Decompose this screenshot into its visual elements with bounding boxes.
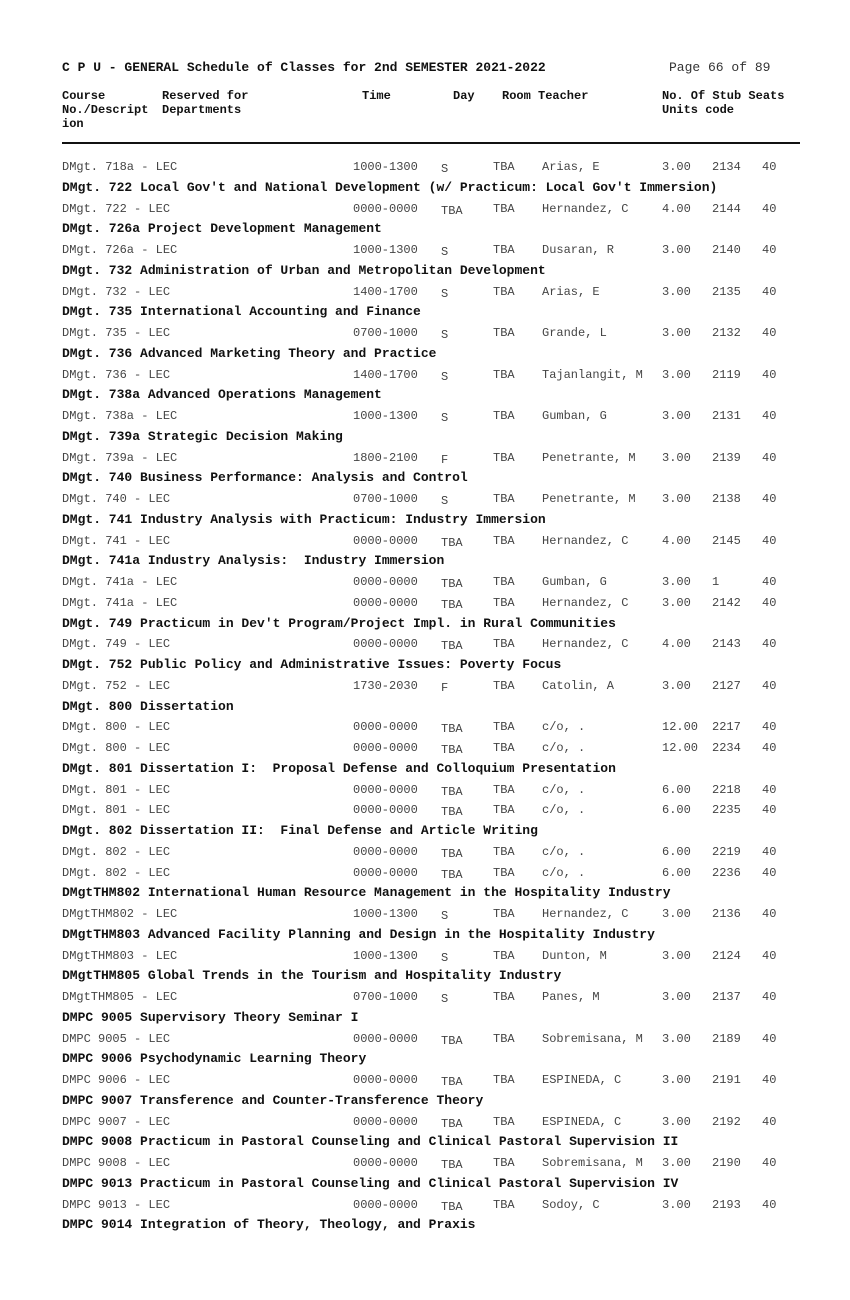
section-seats: 40 (762, 243, 777, 257)
section-stub-code: 2142 (712, 595, 741, 610)
section-day: S (441, 328, 449, 342)
section-units: 12.00 (662, 720, 699, 735)
section-room: TBA (493, 844, 515, 859)
section-id: DMgt. 800 - LEC (62, 720, 171, 735)
course-title: DMgt. 722 Local Gov't and National Development (w/ Practicum: Local Gov't Immersion) (62, 179, 718, 195)
section-seats: 40 (762, 907, 777, 921)
column-header-reserved: Reserved for Departments (162, 89, 249, 117)
section-stub-code: 2140 (712, 243, 741, 257)
column-header-units-stub-seats: No. Of Stub Seats Units code (662, 89, 785, 117)
section-teacher: Dusaran, R (542, 243, 615, 257)
header-divider (62, 142, 800, 144)
section-time: 1400-1700 (353, 367, 418, 382)
section-id: DMgtTHM803 - LEC (62, 948, 178, 963)
section-id: DMgt. 732 - LEC (62, 284, 171, 299)
section-teacher: Dunton, M (542, 948, 607, 963)
section-teacher: c/o, . (542, 844, 586, 859)
section-seats: 40 (762, 1073, 777, 1087)
section-stub-code: 2144 (712, 201, 741, 216)
section-stub-code: 2193 (712, 1197, 741, 1212)
course-title: DMgt. 801 Dissertation I: Proposal Defense and Colloquium Presentation (62, 760, 616, 776)
section-units: 6.00 (662, 865, 691, 880)
section-seats: 40 (762, 1114, 777, 1129)
section-units: 3.00 (662, 575, 691, 589)
section-id: DMPC 9006 - LEC (62, 1073, 171, 1087)
section-stub-code: 2143 (712, 637, 741, 652)
section-seats: 40 (762, 1197, 777, 1212)
section-stub-code: 2191 (712, 1073, 741, 1087)
section-day: S (441, 245, 449, 259)
section-time: 1000-1300 (353, 160, 418, 174)
section-room: TBA (493, 1031, 515, 1046)
section-day: S (441, 909, 449, 923)
section-units: 3.00 (662, 1031, 691, 1046)
section-units: 3.00 (662, 492, 691, 506)
section-units: 3.00 (662, 1114, 691, 1129)
section-stub-code: 2134 (712, 160, 741, 174)
section-stub-code: 2234 (712, 741, 741, 755)
course-title: DMgt. 732 Administration of Urban and Metropolitan Development (62, 262, 546, 278)
section-id: DMgt. 741 - LEC (62, 533, 171, 548)
section-units: 6.00 (662, 844, 691, 859)
section-seats: 40 (762, 367, 777, 382)
section-room: TBA (493, 741, 515, 755)
section-time: 0000-0000 (353, 1156, 418, 1170)
course-title: DMgt. 741 Industry Analysis with Practicum: Industry Immersion (62, 511, 546, 527)
section-teacher: Catolin, A (542, 678, 615, 693)
section-time: 1000-1300 (353, 907, 418, 921)
section-day: TBA (441, 1158, 463, 1172)
section-teacher: Gumban, G (542, 575, 607, 589)
section-units: 12.00 (662, 741, 699, 755)
section-teacher: Arias, E (542, 284, 600, 299)
section-teacher: c/o, . (542, 782, 586, 797)
course-title: DMgt. 802 Dissertation II: Final Defense and Article Writing (62, 823, 538, 838)
section-time: 0000-0000 (353, 844, 418, 859)
section-units: 6.00 (662, 803, 691, 818)
section-seats: 40 (762, 865, 777, 880)
section-room: TBA (493, 533, 515, 548)
section-teacher: Hernandez, C (542, 533, 629, 548)
section-stub-code: 2139 (712, 450, 741, 465)
section-teacher: c/o, . (542, 803, 586, 818)
section-room: TBA (493, 492, 515, 506)
course-title: DMgt. 738a Advanced Operations Management (62, 387, 382, 403)
section-id: DMgt. 740 - LEC (62, 492, 171, 506)
section-seats: 40 (762, 948, 777, 963)
course-title: DMgt. 741a Industry Analysis: Industry Immersion (62, 553, 445, 569)
section-time: 0000-0000 (353, 637, 418, 652)
section-day: TBA (441, 639, 463, 654)
section-units: 4.00 (662, 201, 691, 216)
section-day: TBA (441, 722, 463, 737)
section-time: 0000-0000 (353, 865, 418, 880)
section-room: TBA (493, 782, 515, 797)
section-units: 3.00 (662, 948, 691, 963)
section-id: DMgt. 741a - LEC (62, 595, 178, 610)
section-units: 6.00 (662, 782, 691, 797)
section-stub-code: 2137 (712, 990, 741, 1004)
section-room: TBA (493, 284, 515, 299)
course-title: DMPC 9013 Practicum in Pastoral Counseling and Clinical Pastoral Supervision IV (62, 1175, 679, 1191)
section-time: 1000-1300 (353, 409, 418, 423)
section-units: 3.00 (662, 1073, 691, 1087)
section-day: TBA (441, 1199, 463, 1214)
section-day: TBA (441, 203, 463, 218)
section-teacher: Hernandez, C (542, 637, 629, 652)
section-units: 3.00 (662, 595, 691, 610)
section-time: 1400-1700 (353, 284, 418, 299)
section-day: TBA (441, 597, 463, 612)
section-seats: 40 (762, 160, 777, 174)
section-id: DMgt. 801 - LEC (62, 803, 171, 818)
section-room: TBA (493, 595, 515, 610)
section-stub-code: 2219 (712, 844, 741, 859)
section-stub-code: 2132 (712, 326, 741, 340)
section-room: TBA (493, 907, 515, 921)
section-time: 0700-1000 (353, 990, 418, 1004)
course-title: DMgt. 735 International Accounting and Finance (62, 304, 421, 320)
section-teacher: c/o, . (542, 720, 586, 735)
section-id: DMPC 9008 - LEC (62, 1156, 171, 1170)
column-header-day: Day (453, 89, 475, 103)
section-teacher: Sobremisana, M (542, 1031, 643, 1046)
section-room: TBA (493, 1073, 515, 1087)
section-id: DMgt. 800 - LEC (62, 741, 171, 755)
course-title: DMgt. 749 Practicum in Dev't Program/Project Impl. in Rural Communities (62, 615, 616, 631)
section-day: TBA (441, 784, 463, 799)
course-title: DMgt. 800 Dissertation (62, 698, 234, 714)
section-seats: 40 (762, 1031, 777, 1046)
section-room: TBA (493, 637, 515, 652)
course-title: DMPC 9006 Psychodynamic Learning Theory (62, 1051, 367, 1067)
column-header-time: Time (362, 89, 391, 103)
section-id: DMgt. 801 - LEC (62, 782, 171, 797)
section-id: DMgt. 738a - LEC (62, 409, 178, 423)
section-teacher: Penetrante, M (542, 450, 636, 465)
section-seats: 40 (762, 720, 777, 735)
section-day: S (441, 411, 449, 425)
section-units: 3.00 (662, 409, 691, 423)
section-units: 3.00 (662, 367, 691, 382)
section-stub-code: 2131 (712, 409, 741, 423)
section-id: DMgt. 726a - LEC (62, 243, 178, 257)
section-day: TBA (441, 1075, 463, 1089)
section-time: 0000-0000 (353, 533, 418, 548)
page-number: Page 66 of 89 (669, 60, 771, 75)
section-stub-code: 2135 (712, 284, 741, 299)
section-teacher: Hernandez, C (542, 907, 629, 921)
section-day: TBA (441, 805, 463, 820)
section-room: TBA (493, 1156, 515, 1170)
section-time: 0000-0000 (353, 1197, 418, 1212)
section-time: 0700-1000 (353, 492, 418, 506)
section-units: 4.00 (662, 533, 691, 548)
section-room: TBA (493, 1197, 515, 1212)
section-stub-code: 1 (712, 575, 720, 589)
section-time: 0000-0000 (353, 1031, 418, 1046)
section-teacher: Grande, L (542, 326, 607, 340)
section-id: DMPC 9007 - LEC (62, 1114, 171, 1129)
section-id: DMgt. 752 - LEC (62, 678, 171, 693)
section-seats: 40 (762, 782, 777, 797)
section-teacher: Hernandez, C (542, 201, 629, 216)
section-room: TBA (493, 243, 515, 257)
course-title: DMgtTHM805 Global Trends in the Tourism and Hospitality Industry (62, 968, 562, 984)
course-title: DMPC 9008 Practicum in Pastoral Counseling and Clinical Pastoral Supervision II (62, 1134, 679, 1150)
section-id: DMgtTHM805 - LEC (62, 990, 178, 1004)
section-time: 0000-0000 (353, 201, 418, 216)
section-teacher: Sobremisana, M (542, 1156, 643, 1170)
section-id: DMgt. 802 - LEC (62, 844, 171, 859)
section-id: DMgt. 736 - LEC (62, 367, 171, 382)
section-day: TBA (441, 535, 463, 550)
section-id: DMPC 9013 - LEC (62, 1197, 171, 1212)
section-day: S (441, 162, 449, 176)
section-units: 3.00 (662, 1197, 691, 1212)
course-title: DMPC 9005 Supervisory Theory Seminar I (62, 1009, 359, 1025)
section-day: TBA (441, 743, 463, 757)
section-units: 4.00 (662, 637, 691, 652)
section-units: 3.00 (662, 326, 691, 340)
section-day: TBA (441, 577, 463, 591)
section-seats: 40 (762, 844, 777, 859)
section-seats: 40 (762, 595, 777, 610)
section-room: TBA (493, 948, 515, 963)
section-room: TBA (493, 990, 515, 1004)
section-room: TBA (493, 678, 515, 693)
section-day: TBA (441, 867, 463, 882)
section-id: DMgt. 749 - LEC (62, 637, 171, 652)
section-stub-code: 2236 (712, 865, 741, 880)
section-teacher: Arias, E (542, 160, 600, 174)
section-room: TBA (493, 720, 515, 735)
section-time: 1000-1300 (353, 948, 418, 963)
section-seats: 40 (762, 492, 777, 506)
section-teacher: Gumban, G (542, 409, 607, 423)
section-id: DMgt. 739a - LEC (62, 450, 178, 465)
section-id: DMgt. 741a - LEC (62, 575, 178, 589)
section-seats: 40 (762, 450, 777, 465)
section-stub-code: 2119 (712, 367, 741, 382)
section-room: TBA (493, 367, 515, 382)
section-day: S (441, 286, 449, 301)
section-teacher: Hernandez, C (542, 595, 629, 610)
section-stub-code: 2138 (712, 492, 741, 506)
section-id: DMgtTHM802 - LEC (62, 907, 178, 921)
section-day: S (441, 992, 449, 1006)
course-title: DMPC 9007 Transference and Counter-Transference Theory (62, 1092, 484, 1108)
section-stub-code: 2189 (712, 1031, 741, 1046)
section-day: F (441, 452, 449, 467)
section-time: 0700-1000 (353, 326, 418, 340)
section-time: 0000-0000 (353, 803, 418, 818)
course-title: DMgt. 736 Advanced Marketing Theory and Practice (62, 345, 437, 361)
section-teacher: Tajanlangit, M (542, 367, 643, 382)
section-time: 0000-0000 (353, 1114, 418, 1129)
section-units: 3.00 (662, 990, 691, 1004)
section-time: 0000-0000 (353, 575, 418, 589)
section-stub-code: 2124 (712, 948, 741, 963)
section-seats: 40 (762, 201, 777, 216)
section-seats: 40 (762, 409, 777, 423)
section-room: TBA (493, 1114, 515, 1129)
section-seats: 40 (762, 1156, 777, 1170)
section-stub-code: 2127 (712, 678, 741, 693)
section-day: TBA (441, 846, 463, 861)
section-room: TBA (493, 803, 515, 818)
course-title: DMgt. 752 Public Policy and Administrative Issues: Poverty Focus (62, 657, 562, 672)
section-teacher: c/o, . (542, 865, 586, 880)
section-teacher: ESPINEDA, C (542, 1114, 622, 1129)
section-room: TBA (493, 409, 515, 423)
section-teacher: c/o, . (542, 741, 586, 755)
course-title: DMgt. 726a Project Development Management (62, 221, 382, 237)
section-time: 0000-0000 (353, 741, 418, 755)
section-time: 0000-0000 (353, 595, 418, 610)
section-units: 3.00 (662, 160, 691, 174)
section-time: 1800-2100 (353, 450, 418, 465)
section-stub-code: 2192 (712, 1114, 741, 1129)
section-seats: 40 (762, 990, 777, 1004)
section-day: S (441, 369, 449, 384)
section-seats: 40 (762, 326, 777, 340)
section-stub-code: 2145 (712, 533, 741, 548)
section-units: 3.00 (662, 907, 691, 921)
section-teacher: Sodoy, C (542, 1197, 600, 1212)
section-seats: 40 (762, 284, 777, 299)
section-units: 3.00 (662, 1156, 691, 1170)
course-title: DMgt. 740 Business Performance: Analysis and Control (62, 470, 468, 486)
section-time: 0000-0000 (353, 720, 418, 735)
section-day: F (441, 680, 449, 695)
section-room: TBA (493, 575, 515, 589)
section-seats: 40 (762, 741, 777, 755)
section-id: DMgt. 802 - LEC (62, 865, 171, 880)
section-day: S (441, 494, 449, 508)
section-day: TBA (441, 1033, 463, 1048)
section-id: DMPC 9005 - LEC (62, 1031, 171, 1046)
section-time: 1730-2030 (353, 678, 418, 693)
section-room: TBA (493, 865, 515, 880)
section-id: DMgt. 722 - LEC (62, 201, 171, 216)
section-id: DMgt. 718a - LEC (62, 160, 178, 174)
section-id: DMgt. 735 - LEC (62, 326, 171, 340)
section-seats: 40 (762, 803, 777, 818)
section-units: 3.00 (662, 450, 691, 465)
course-title: DMgt. 739a Strategic Decision Making (62, 428, 343, 444)
section-teacher: ESPINEDA, C (542, 1073, 622, 1087)
section-time: 0000-0000 (353, 1073, 418, 1087)
document-title: C P U - GENERAL Schedule of Classes for 2nd SEMESTER 2021-2022 (62, 60, 546, 75)
section-teacher: Panes, M (542, 990, 600, 1004)
section-room: TBA (493, 160, 515, 174)
section-day: S (441, 950, 449, 965)
section-room: TBA (493, 450, 515, 465)
section-stub-code: 2136 (712, 907, 741, 921)
section-stub-code: 2190 (712, 1156, 741, 1170)
course-title: DMgtTHM803 Advanced Facility Planning and Design in the Hospitality Industry (62, 926, 655, 942)
section-seats: 40 (762, 637, 777, 652)
section-room: TBA (493, 201, 515, 216)
column-header-room-teacher: Room Teacher (502, 89, 589, 103)
section-day: TBA (441, 1116, 463, 1131)
section-stub-code: 2218 (712, 782, 741, 797)
section-seats: 40 (762, 533, 777, 548)
section-room: TBA (493, 326, 515, 340)
section-time: 1000-1300 (353, 243, 418, 257)
section-units: 3.00 (662, 243, 691, 257)
section-seats: 40 (762, 575, 777, 589)
section-seats: 40 (762, 678, 777, 693)
section-stub-code: 2217 (712, 720, 741, 735)
section-units: 3.00 (662, 678, 691, 693)
column-header-course: Course No./Descript ion (62, 89, 149, 131)
section-units: 3.00 (662, 284, 691, 299)
course-title: DMgtTHM802 International Human Resource Management in the Hospitality Industry (62, 885, 671, 901)
section-stub-code: 2235 (712, 803, 741, 818)
course-title: DMPC 9014 Integration of Theory, Theology, and Praxis (62, 1217, 476, 1233)
section-time: 0000-0000 (353, 782, 418, 797)
section-teacher: Penetrante, M (542, 492, 636, 506)
